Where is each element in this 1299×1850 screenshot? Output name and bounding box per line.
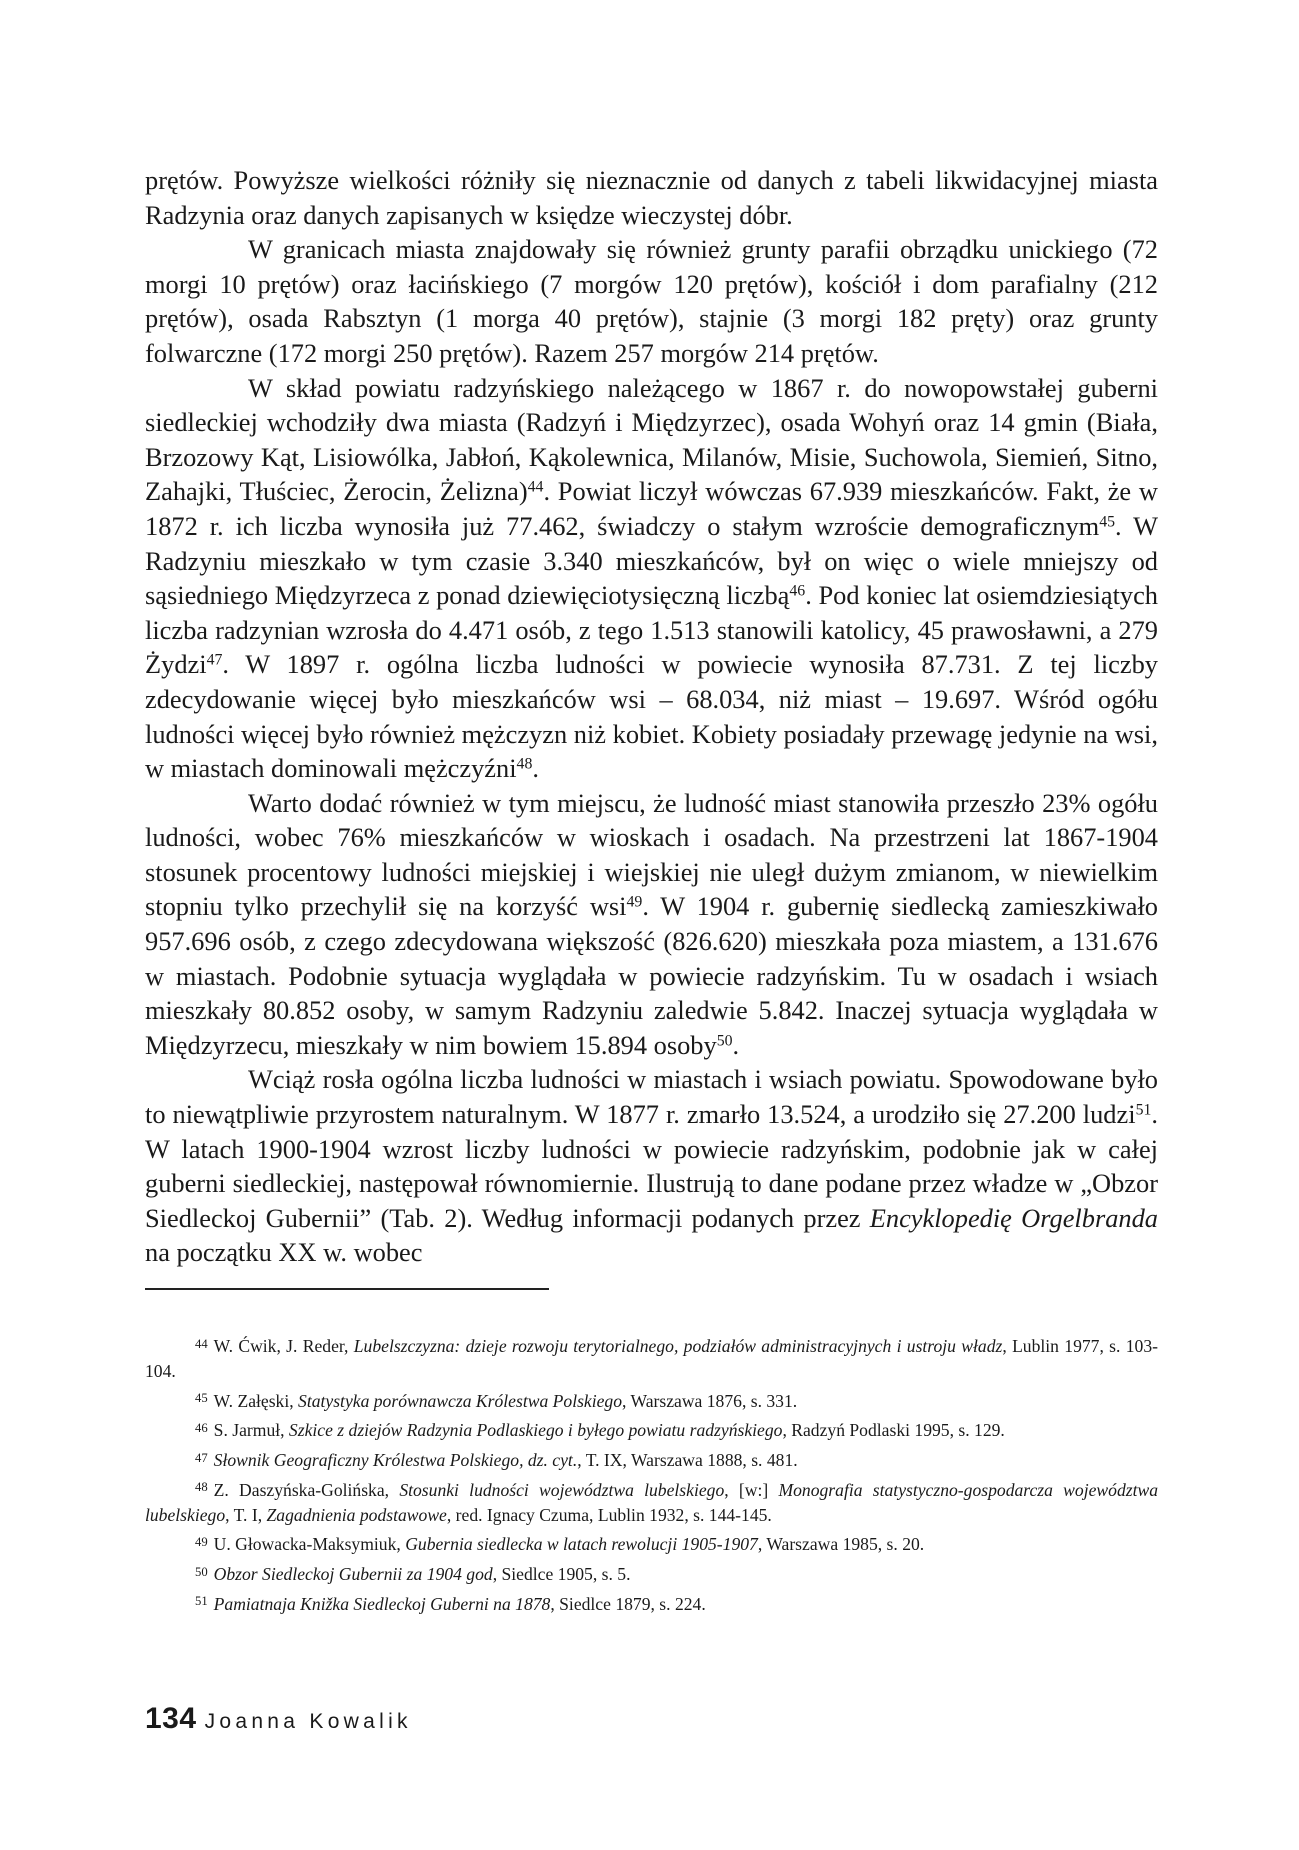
footnote — [145, 1478, 1158, 1528]
body-text — [145, 163, 1158, 1270]
paragraph: prętów. Powyższe wielkości różniły się nieznacznie od danych z tabeli likwidacyjnej miasta Radzynia oraz danych zapisanych w księdze wieczystej dóbr. — [145, 165, 1158, 230]
footnote — [145, 1532, 1158, 1557]
footnote-number: 44 — [195, 1336, 208, 1351]
footnote-number: 45 — [195, 1391, 208, 1406]
footnote — [145, 1562, 1158, 1587]
footnote — [145, 1389, 1158, 1414]
footnote-number: 48 — [195, 1480, 208, 1495]
footnotes — [145, 1334, 1158, 1621]
footnote-number: 50 — [195, 1564, 208, 1579]
footnote — [145, 1592, 1158, 1617]
paragraph: W granicach miasta znajdowały się również grunty parafii obrządku unickiego (72 morgi 10 prętów) oraz łacińskiego (7 morgów 120 prętów), kościół i dom parafialny (212 prętów), osada Rabsztyn (1 morga 40 prętów), stajnie (3 morgi 182 pręty) oraz grunty folwarczne (172 morgi 250 prętów). Razem 257 morgów 214 prętów. — [145, 234, 1158, 368]
paragraph: Wciąż rosła ogólna liczba ludności w miastach i wsiach powiatu. Spowodowane było to niewątpliwie przyrostem naturalnym. W 1877 r. zmarło 13.524, a urodziło się 27.200 ludzi$^{51}$. W latach 1900-1904 wzrost liczby ludności w powiecie radzyńskim, podobnie jak w całej guberni siedleckiej, następował równomiernie. Ilustrują to dane podane przez władze w „Obzor Siedleckoj Gubernii” (Tab. 2). Według informacji podanych przez Encyklopedię Orgelbranda na początku XX w. wobec — [145, 1064, 1158, 1268]
footnote-number: 51 — [195, 1594, 208, 1609]
footnote — [145, 1448, 1158, 1473]
footnote — [145, 1334, 1158, 1384]
footnote-text: Słownik Geograficzny Królestwa Polskiego, dz. cyt., T. IX, Warszawa 1888, s. 481. — [213, 1449, 798, 1470]
footnote-number: 46 — [195, 1420, 208, 1435]
page-number: 134 — [145, 1702, 197, 1735]
footnote-text: Obzor Siedleckoj Gubernii za 1904 god, Siedlce 1905, s. 5. — [213, 1563, 631, 1584]
footnote-text: W. Załęski, Statystyka porównawcza Królestwa Polskiego, Warszawa 1876, s. 331. — [213, 1390, 798, 1411]
footnote-text: W. Ćwik, J. Reder, Lubelszczyzna: dzieje rozwoju terytorialnego, podziałów administracyjnych i ustroju władz, Lublin 1977, s. 103-104. — [145, 1336, 1158, 1382]
footnote-separator — [145, 1288, 549, 1290]
footnote-number: 47 — [195, 1450, 208, 1465]
paragraph: W skład powiatu radzyńskiego należącego w 1867 r. do nowopowstałej guberni siedleckiej wchodziły dwa miasta (Radzyń i Międzyrzec), osada Wohyń oraz 14 gmin (Biała, Brzozowy Kąt, Lisiowólka, Jabłoń, Kąkolewnica, Milanów, Misie, Suchowola, Siemień, Sitno, Zahajki, Tłuściec, Żerocin, Żelizna)$^{44}$. Powiat liczył wówczas 67.939 mieszkańców. Fakt, że w 1872 r. ich liczba wynosiła już 77.462, świadczy o stałym wzroście demograficznym$^{45}$. W Radzyniu mieszkało w tym czasie 3.340 mieszkańców, był on więc o wiele mniejszy od sąsiedniego Międzyrzeca z ponad dziewięciotysięczną liczbą$^{46}$. Pod koniec lat osiemdziesiątych liczba radzynian wzrosła do 4.471 osób, z tego 1.513 stanowili katolicy, 45 prawosławni, a 279 Żydzi$^{47}$. W 1897 r. ogólna liczba ludności w powiecie wynosiła 87.731. Z tej liczby zdecydowanie więcej było mieszkańców wsi – 68.034, niż miast – 19.697. Wśród ogółu ludności więcej było również mężczyzn niż kobiet. Kobiety posiadały przewagę jedynie na wsi, w miastach dominowali mężczyźni$^{48}$. — [145, 372, 1158, 784]
footnote-text: Z. Daszyńska-Golińska, Stosunki ludności województwa lubelskiego, [w:] Monografia statystyczno-gospodarcza województwa lubelskiego, T. I, Zagadnienia podstawowe, red. Ignacy Czuma, Lublin 1932, s. 144-145. — [145, 1479, 1159, 1525]
author-name: Joanna Kowalik — [204, 1710, 412, 1733]
footnote-number: 49 — [195, 1534, 208, 1549]
footnote-text: S. Jarmuł, Szkice z dziejów Radzynia Podlaskiego i byłego powiatu radzyńskiego, Radzyń Podlaski 1995, s. 129. — [213, 1420, 1005, 1441]
page-footer — [145, 1702, 412, 1736]
footnote — [145, 1418, 1158, 1443]
paragraph: Warto dodać również w tym miejscu, że ludność miast stanowiła przeszło 23% ogółu ludności, wobec 76% mieszkańców w wioskach i osadach. Na przestrzeni lat 1867-1904 stosunek procentowy ludności miejskiej i wiejskiej nie uległ dużym zmianom, w niewielkim stopniu tylko przechylił się na korzyść wsi$^{49}$. W 1904 r. gubernię siedlecką zamieszkiwało 957.696 osób, z czego zdecydowana większość (826.620) mieszkała poza miastem, a 131.676 w miastach. Podobnie sytuacja wyglądała w powiecie radzyńskim. Tu w osadach i wsiach mieszkały 80.852 osoby, w samym Radzyniu zaledwie 5.842. Inaczej sytuacja wyglądała w Międzyrzecu, mieszkały w nim bowiem 15.894 osoby$^{50}$. — [145, 787, 1158, 1060]
footnote-text: Pamiatnaja Knižka Siedleckoj Guberni na 1878, Siedlce 1879, s. 224. — [213, 1593, 706, 1614]
footnote-text: U. Głowacka-Maksymiuk, Gubernia siedlecka w latach rewolucji 1905-1907, Warszawa 1985, s. 20. — [213, 1534, 925, 1555]
